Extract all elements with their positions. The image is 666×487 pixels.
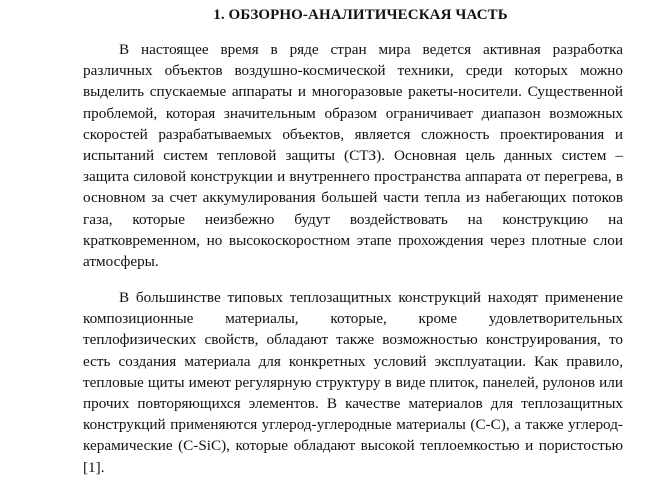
paragraph-2: В большинстве типовых теплозащитных конструкций находят применение композиционные материалы, которые, кроме удовлетворительных теплофизических свойств, обладают также возможностью конструирования, то есть создания материала для конкретных условий эксплуатации. Как правило, тепловые щиты имеют регулярную структуру в виде плиток, панелей, рулонов или прочих повторяющихся элементов. В качестве материалов для теплозащитных конструкций применяются углерод-углеродные материалы (C-C), а также углерод-керамические (C-SiC), которые обладают высокой теплоемкостью и пористостью [1]. xyxy=(83,289,623,476)
section-title: 1. ОБЗОРНО-АНАЛИТИЧЕСКАЯ ЧАСТЬ xyxy=(213,7,508,23)
paragraph-1: В настоящее время в ряде стран мира ведется активная разработка различных объектов воздушно-космической техники, среди которых можно выделить спускаемые аппараты и многоразовые ракеты-носители. Существенной проблемой, которая значительным образом ограничивает диапазон возможных скоростей разрабатываемых объектов, является сложность проектирования и испытаний систем тепловой защиты (СТЗ). Основная цель данных систем – защита силовой конструкции и внутреннего пространства аппарата от перегрева, в основном за счет аккумулирования большей части тепла из набегающих потоков газа, которые неизбежно будут воздействовать на конструкцию на кратковременном, но высокоскоростном этапе прохождения через плотные слои атмосферы. xyxy=(83,41,623,271)
